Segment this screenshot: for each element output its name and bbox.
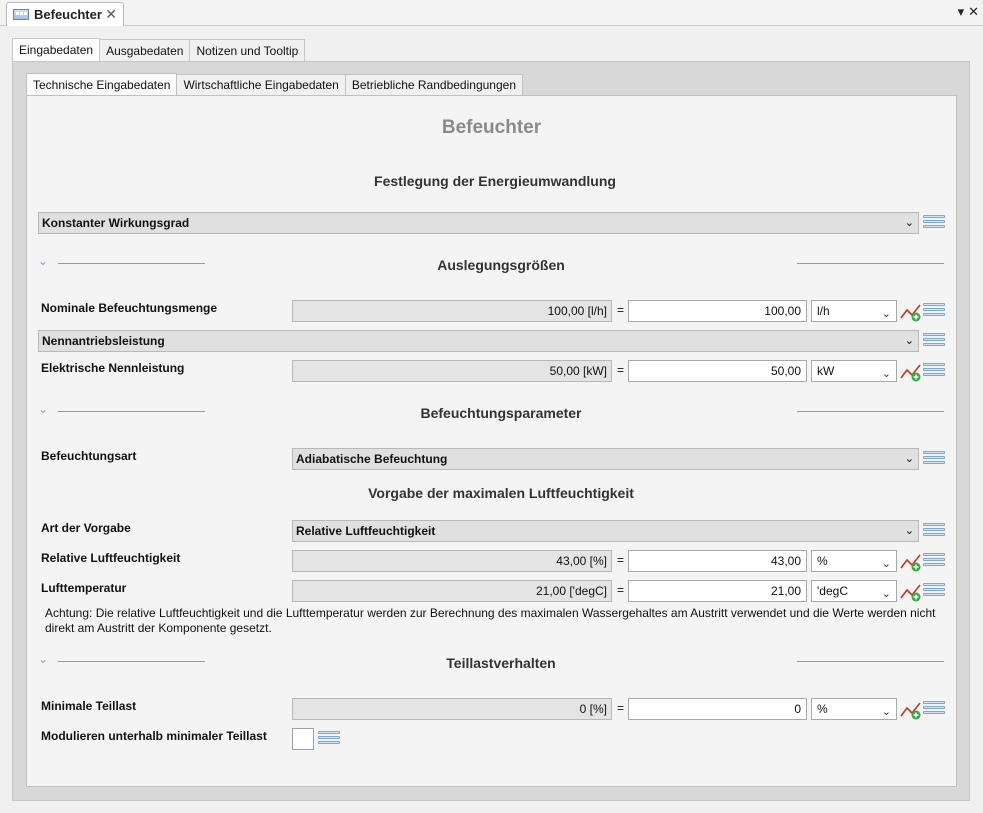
min-teillast-unit-select[interactable] (811, 698, 897, 720)
temperatur-label: Lufttemperatur (41, 581, 127, 595)
menu-lines-icon[interactable] (923, 333, 945, 349)
section-heading-vorgabe: Vorgabe der maximalen Luftfeuchtigkeit (368, 485, 634, 501)
modulieren-label: Modulieren unterhalb minimaler Teillast (41, 729, 267, 743)
energy-heading: Festlegung der Energieumwandlung (374, 173, 616, 189)
energy-mode-select[interactable] (38, 212, 919, 234)
rel-feuchte-unit-value: % (817, 554, 828, 568)
befeuchtungsart-value: Adiabatische Befeuchtung (296, 452, 448, 466)
page-title: Befeuchter (441, 117, 542, 138)
divider (58, 661, 205, 662)
divider (797, 661, 944, 662)
rel-feuchte-display: 43,00 [%] (292, 550, 612, 572)
temperatur-unit-value: 'degC (817, 584, 848, 598)
menu-lines-icon[interactable] (318, 731, 340, 747)
window-tab[interactable] (6, 2, 124, 26)
close-icon[interactable]: ✕ (105, 6, 117, 22)
nominal-input[interactable]: 100,00 (628, 300, 807, 322)
inner-tab-panel (26, 95, 957, 787)
equals-sign: = (617, 363, 625, 377)
menu-lines-icon[interactable] (923, 523, 945, 539)
rel-feuchte-unit-select[interactable] (811, 550, 897, 572)
menu-lines-icon[interactable] (923, 451, 945, 467)
temperatur-input[interactable]: 21,00 (628, 580, 807, 602)
dropdown-arrow-icon: ⌄ (881, 706, 891, 718)
dropdown-arrow-icon: ⌄ (881, 558, 891, 570)
elektrisch-unit-select[interactable] (811, 360, 897, 382)
tab-notizen[interactable]: Notizen und Tooltip (189, 39, 305, 61)
window-tab-bar (0, 0, 983, 26)
elektrisch-label: Elektrische Nennleistung (41, 361, 185, 375)
nominal-label: Nominale Befeuchtungsmenge (41, 301, 218, 315)
collapse-chevron-icon[interactable]: ⌄ (38, 402, 49, 416)
tab-technische-eingabedaten[interactable]: Technische Eingabedaten (26, 73, 177, 95)
divider (58, 411, 205, 412)
nominal-display: 100,00 [l/h] (292, 300, 612, 322)
section-heading-teillast: Teillastverhalten (446, 655, 556, 671)
outer-tabs (12, 39, 304, 61)
min-teillast-display: 0 [%] (292, 698, 612, 720)
collapse-chevron-icon[interactable]: ⌄ (38, 254, 49, 268)
tab-wirtschaftliche-eingabedaten[interactable]: Wirtschaftliche Eingabedaten (176, 74, 345, 95)
chart-add-icon[interactable] (900, 582, 922, 602)
dropdown-arrow-icon: ⌄ (904, 525, 914, 537)
tab-betriebliche-randbedingungen[interactable]: Betriebliche Randbedingungen (345, 74, 523, 95)
menu-lines-icon[interactable] (923, 303, 945, 319)
min-teillast-label: Minimale Teillast (41, 699, 137, 713)
tab-ausgabedaten[interactable]: Ausgabedaten (99, 39, 190, 61)
window-tab-title: Befeuchter (34, 7, 102, 22)
window-controls (958, 4, 979, 20)
divider (797, 263, 944, 264)
window-close-icon[interactable]: ✕ (968, 4, 979, 19)
befeuchtungsart-select[interactable] (292, 448, 919, 470)
energy-mode-value: Konstanter Wirkungsgrad (42, 216, 190, 230)
section-heading-befeuchtung: Befeuchtungsparameter (420, 405, 582, 421)
chart-add-icon[interactable] (900, 552, 922, 572)
elektrisch-unit-value: kW (817, 364, 835, 378)
modulieren-checkbox[interactable] (292, 728, 314, 750)
dropdown-arrow-icon: ⌄ (904, 335, 914, 347)
art-label: Befeuchtungsart (41, 449, 137, 463)
menu-lines-icon[interactable] (923, 701, 945, 717)
warning-note: Achtung: Die relative Luftfeuchtigkeit und die Lufttemperatur werden zur Berechnung des maximalen Wassergehaltes am Austritt verwendet und die Werte werden nicht direkt am Austritt der Komponente gesetzt. (45, 606, 936, 635)
divider (58, 263, 205, 264)
inner-tabs (26, 74, 522, 95)
menu-lines-icon[interactable] (923, 215, 945, 231)
min-teillast-input[interactable]: 0 (628, 698, 807, 720)
elektrisch-input[interactable]: 50,00 (628, 360, 807, 382)
menu-lines-icon[interactable] (923, 363, 945, 379)
collapse-chevron-icon[interactable]: ⌄ (38, 652, 49, 666)
rel-feuchte-label: Relative Luftfeuchtigkeit (41, 551, 181, 565)
dropdown-arrow-icon: ⌄ (904, 453, 914, 465)
nominal-unit-value: l/h (817, 304, 830, 318)
rel-feuchte-input[interactable]: 43,00 (628, 550, 807, 572)
view-menu-icon[interactable]: ▾ (957, 4, 965, 19)
dropdown-arrow-icon: ⌄ (881, 368, 891, 380)
chart-add-icon[interactable] (900, 302, 922, 322)
equals-sign: = (617, 701, 625, 715)
dropdown-arrow-icon: ⌄ (904, 217, 914, 229)
temperatur-display: 21,00 ['degC] (292, 580, 612, 602)
equals-sign: = (617, 553, 625, 567)
antrieb-value: Nennantriebsleistung (42, 334, 165, 348)
chart-add-icon[interactable] (900, 700, 922, 720)
antrieb-select[interactable] (38, 330, 919, 352)
dropdown-arrow-icon: ⌄ (881, 588, 891, 600)
equals-sign: = (617, 583, 625, 597)
elektrisch-display: 50,00 [kW] (292, 360, 612, 382)
menu-lines-icon[interactable] (923, 553, 945, 569)
menu-lines-icon[interactable] (923, 583, 945, 599)
equals-sign: = (617, 303, 625, 317)
app-icon (13, 9, 29, 20)
section-heading-auslegung: Auslegungsgrößen (437, 257, 565, 273)
tab-eingabedaten[interactable]: Eingabedaten (12, 38, 100, 61)
dropdown-arrow-icon: ⌄ (881, 308, 891, 320)
nominal-unit-select[interactable] (811, 300, 897, 322)
vorgabe-art-value: Relative Luftfeuchtigkeit (296, 524, 436, 538)
min-teillast-unit-value: % (817, 702, 828, 716)
temperatur-unit-select[interactable] (811, 580, 897, 602)
divider (797, 411, 944, 412)
vorgabe-art-label: Art der Vorgabe (41, 521, 131, 535)
vorgabe-art-select[interactable] (292, 520, 919, 542)
chart-add-icon[interactable] (900, 362, 922, 382)
